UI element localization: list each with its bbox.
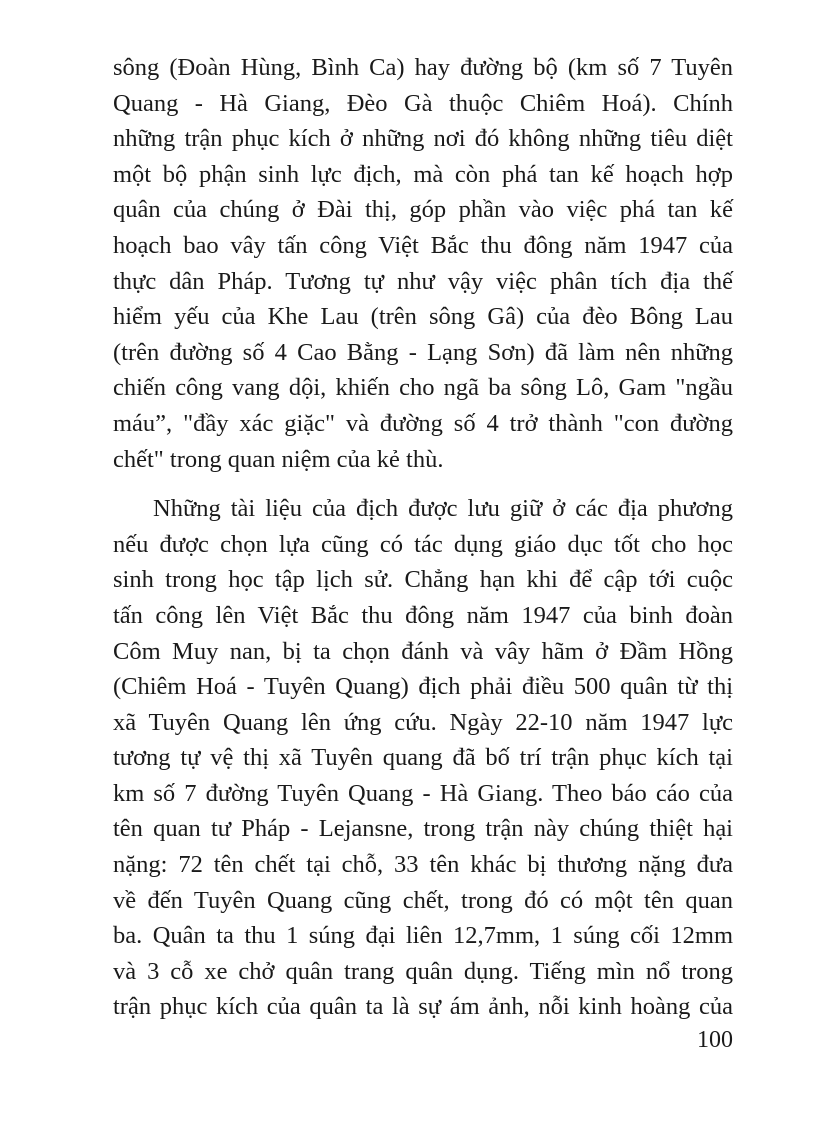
text-line: Những tài liệu của địch được lưu giữ ở các địa phương [153, 495, 733, 523]
text-line: xã Tuyên Quang lên ứng cứu. Ngày 22-10 năm 1947 lực [113, 708, 733, 736]
text-line: hoạch bao vây tấn công Việt Bắc thu đông năm 1947 của [113, 231, 733, 259]
text-line: (Chiêm Hoá - Tuyên Quang) địch phải điều 500 quân từ thị [113, 673, 733, 701]
page-number: 100 [697, 1027, 733, 1053]
text-line: nặng: 72 tên chết tại chỗ, 33 tên khác bị thương nặng đưa [113, 851, 733, 879]
text-line: hiểm yếu của Khe Lau (trên sông Gâ) của đèo Bông Lau [113, 303, 733, 331]
text-line: Quang - Hà Giang, Đèo Gà thuộc Chiêm Hoá). Chính [113, 89, 733, 117]
text-line: sinh trong học tập lịch sử. Chẳng hạn khi để cập tới cuộc [113, 566, 733, 594]
text-line: tên quan tư Pháp - Lejansne, trong trận này chúng thiệt hại [113, 815, 733, 843]
text-line: thực dân Pháp. Tương tự như vậy việc phân tích địa thế [113, 267, 733, 295]
text-line: về đến Tuyên Quang cũng chết, trong đó có một tên quan [113, 886, 733, 914]
paragraph-2 [113, 491, 733, 1025]
paragraph-1 [113, 50, 733, 477]
text-line: chiến công vang dội, khiến cho ngã ba sông Lô, Gam "ngầu [113, 374, 733, 402]
text-line: sông (Đoàn Hùng, Bình Ca) hay đường bộ (km số 7 Tuyên [113, 54, 733, 81]
text-line: km số 7 đường Tuyên Quang - Hà Giang. Theo báo cáo của [113, 779, 733, 807]
text-line: những trận phục kích ở những nơi đó không những tiêu diệt [113, 125, 733, 153]
text-line: một bộ phận sinh lực địch, mà còn phá tan kế hoạch hợp [113, 160, 733, 188]
text-line: chết" trong quan niệm của kẻ thù. [113, 445, 444, 473]
text-line: nếu được chọn lựa cũng có tác dụng giáo dục tốt cho học [113, 530, 733, 558]
text-line: trận phục kích của quân ta là sự ám ảnh, nỗi kinh hoàng của [113, 993, 733, 1021]
text-line: tương tự vệ thị xã Tuyên quang đã bố trí trận phục kích tại [113, 744, 733, 772]
text-line: quân của chúng ở Đài thị, góp phần vào việc phá tan kế [113, 196, 733, 224]
text-line: ba. Quân ta thu 1 súng đại liên 12,7mm, 1 súng cối 12mm [113, 922, 733, 950]
paragraph-gap [113, 477, 733, 491]
text-line: tấn công lên Việt Bắc thu đông năm 1947 của binh đoàn [113, 601, 733, 629]
text-line: (trên đường số 4 Cao Bằng - Lạng Sơn) đã làm nên những [113, 338, 733, 366]
text-line: máu”, "đầy xác giặc" và đường số 4 trở thành "con đường [113, 409, 733, 437]
page-body [113, 50, 733, 1025]
text-line: và 3 cỗ xe chở quân trang quân dụng. Tiếng mìn nổ trong [113, 957, 733, 985]
text-line: Côm Muy nan, bị ta chọn đánh và vây hãm ở Đầm Hồng [113, 637, 733, 665]
